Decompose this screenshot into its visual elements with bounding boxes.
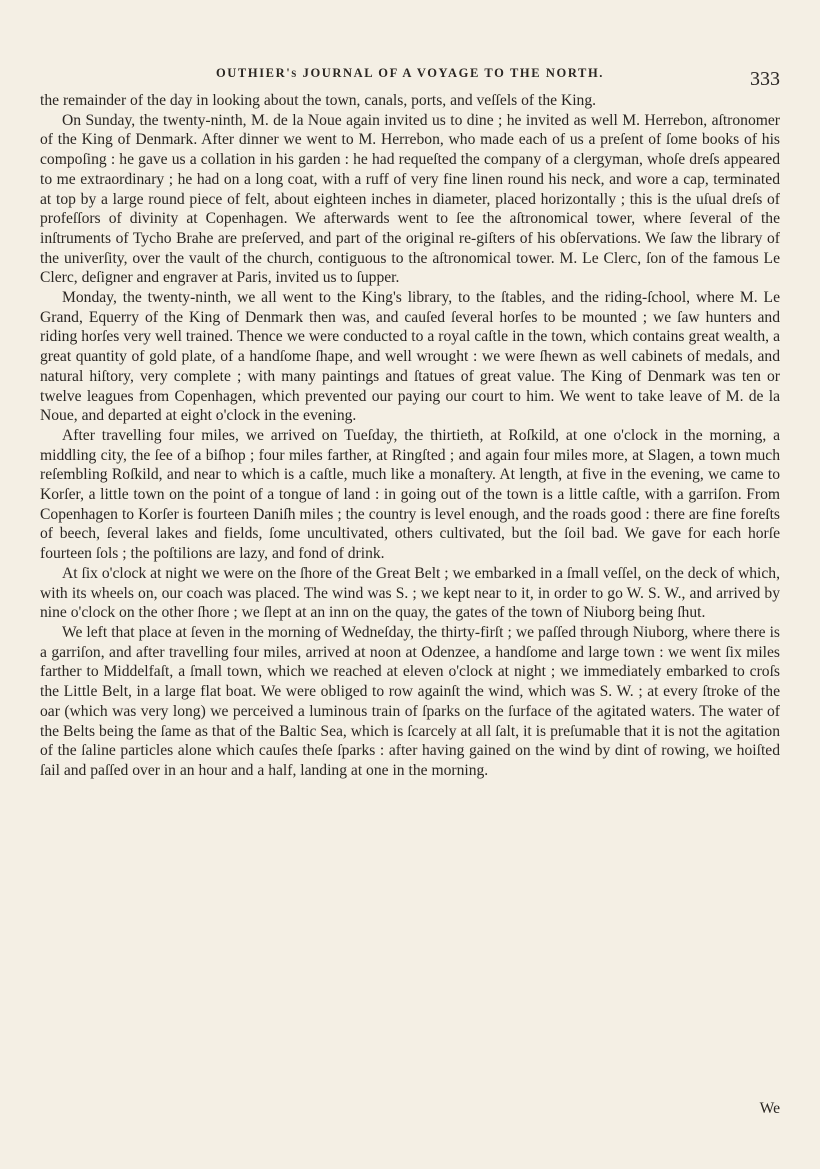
paragraph: We left that place at ſeven in the morning of Wedneſday, the thirty-firſt ; we paſſed through Niuborg, where there is a garriſon, and after travelling four miles, arrived at noon at Odenzee, a handſome and large town : we went ſix miles farther to Middelfaſt, a ſmall town, which we reached at eleven o'clock at night ; we immediately embarked to croſs the Little Belt, in a large flat boat. We were obliged to row againſt the wind, which was S. W. ; at every ſtroke of the oar (which was very long) we perceived a luminous train of ſparks on the ſurface of the agitated waters. The water of the Belts being the ſame as that of the Baltic Sea, which is ſcarcely at all ſalt, it is preſumable that it is not the agitation of the ſaline particles alone which cauſes theſe ſparks : after having gained on the wind by dint of rowing, we hoiſted ſail and paſſed over in an hour and a half, landing at one in the morning. [40,623,780,779]
paragraph: On Sunday, the twenty-ninth, M. de la Noue again invited us to dine ; he invited as well M. Herrebon, aſtronomer of the King of Denmark. After dinner we went to M. Herrebon, who made each of us a preſent of ſome books of his compoſing : he gave us a collation in his garden : he had requeſted the company of a clergyman, whoſe dreſs appeared to me extraordinary ; he had on a long coat, with a ruff of very fine linen round his neck, and wore a cap, terminated at top by a large round piece of felt, about eighteen inches in diameter, placed horizontally ; this is the uſual dreſs of profeſſors of divinity at Copenhagen. We afterwards went to ſee the aſtronomical tower, where ſeveral of the inſtruments of Tycho Brahe are preſerved, and part of the original re-giſters of his obſervations. We ſaw the library of the univerſity, over the vault of the church, contiguous to the aſtronomical tower. M. Le Clerc, ſon of the famous Le Clerc, deſigner and engraver at Paris, invited us to ſupper. [40,111,780,287]
catchword: We [759,1100,780,1117]
paragraph: the remainder of the day in looking about the town, canals, ports, and veſſels of the King. [40,92,597,109]
paragraph: After travelling four miles, we arrived on Tueſday, the thirtieth, at Roſkild, at one o'clock in the morning, a middling city, the ſee of a biſhop ; four miles farther, at Ringſted ; and again four miles more, at Slagen, a town much reſembling Roſkild, and near to which is a caſtle, much like a monaſtery. At length, at five in the evening, we came to Korſer, a little town on the point of a tongue of land : in going out of the town is a little caſtle, with a garriſon. From Copenhagen to Korſer is fourteen Daniſh miles ; the country is level enough, and the roads good : there are fine foreſts of beech, ſeveral lakes and fields, ſome uncultivated, others cultivated, but the ſoil bad. We gave for each horſe fourteen ſols ; the poſtilions are lazy, and fond of drink. [40,426,780,563]
page-header [40,60,780,88]
page-number: 333 [750,68,780,90]
running-title: OUTHIER's JOURNAL OF A VOYAGE TO THE NORTH. [215,66,604,80]
book-page [40,60,780,1120]
page-body [40,91,780,781]
paragraph: At ſix o'clock at night we were on the ſhore of the Great Belt ; we embarked in a ſmall veſſel, on the deck of which, with its wheels on, our coach was placed. The wind was S. ; we kept near to it, in order to go W. S. W., and arrived by nine o'clock on the other ſhore ; we ſlept at an inn on the quay, the gates of the town of Niuborg being ſhut. [40,564,780,622]
paragraph: Monday, the twenty-ninth, we all went to the King's library, to the ſtables, and the riding-ſchool, where M. Le Grand, Equerry of the King of Denmark then was, and cauſed ſeveral horſes to be mounted ; we ſaw hunters and riding horſes very well trained. Thence we were conducted to a royal caſtle in the town, which contains great wealth, a great quantity of gold plate, of a handſome ſhape, and well wrought : we were ſhewn as well cabinets of medals, and natural hiſtory, very complete ; with many paintings and ſtatues of great value. The King of Denmark was ten or twelve leagues from Copenhagen, which prevented our paying our court to him. We went to take leave of M. de la Noue, and departed at eight o'clock in the evening. [40,289,780,425]
